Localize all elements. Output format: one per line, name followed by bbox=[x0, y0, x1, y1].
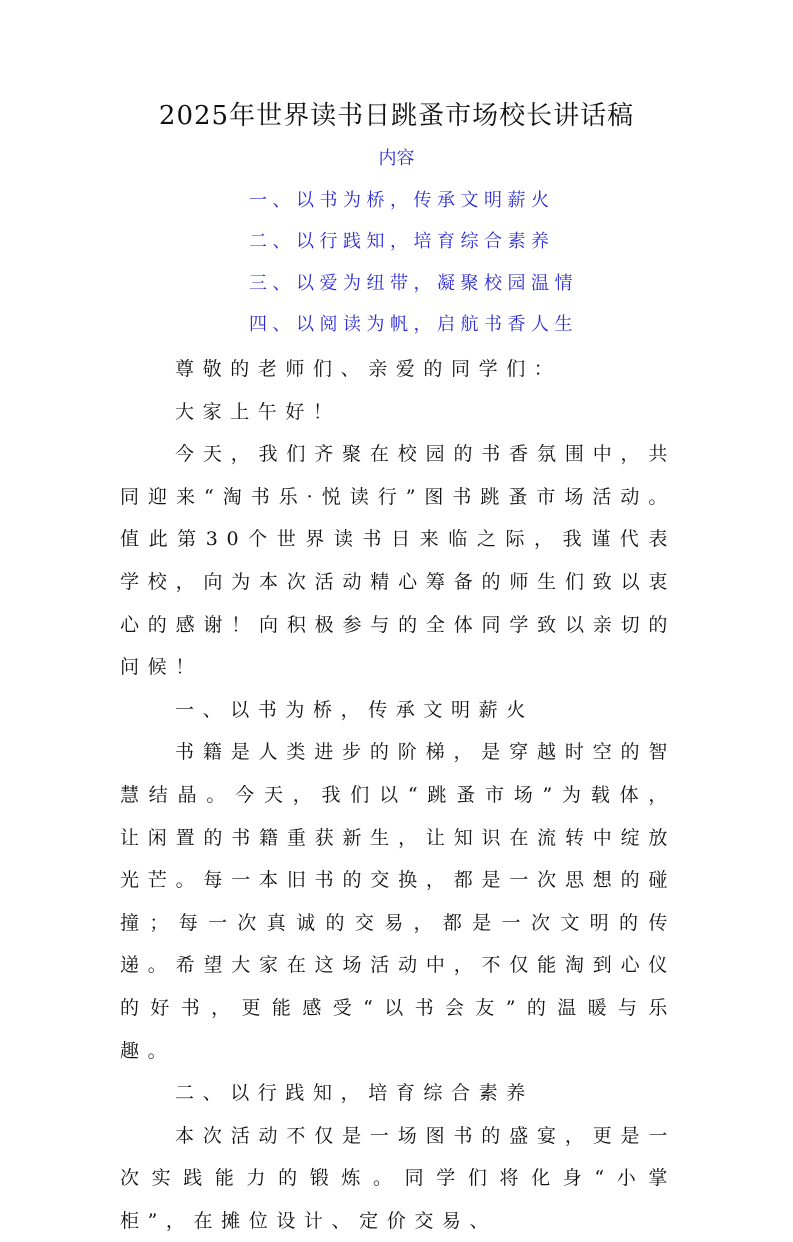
paragraph: 今天，我们齐聚在校园的书香氛围中，共同迎来“淘书乐·悦读行”图书跳蚤市场活动。值此第30个世界读书日来临之际，我谨代表学校，向为本次活动精心筹备的师生们致以衷心的感谢！向积极参与的全体同学致以亲切的问候！ bbox=[120, 443, 676, 679]
toc-item[interactable]: 一、以书为桥，传承文明薪火 bbox=[249, 190, 555, 211]
speech-body bbox=[120, 348, 676, 1242]
toc-heading: 内容 bbox=[378, 148, 415, 169]
toc-item[interactable]: 二、以行践知，培育综合素养 bbox=[249, 231, 555, 253]
greeting: 大家上午好！ bbox=[175, 400, 341, 423]
document-title: 2025年世界读书日跳蚤市场校长讲话稿 bbox=[158, 101, 635, 131]
paragraph: 本次活动不仅是一场图书的盛宴，更是一次实践能力的锻炼。同学们将化身“小掌柜”，在摊位设计、定价交易、 bbox=[120, 1124, 676, 1232]
table-of-contents bbox=[249, 186, 578, 351]
section-heading: 二、以行践知，培育综合素养 bbox=[175, 1082, 534, 1105]
salutation: 尊敬的老师们、亲爱的同学们： bbox=[175, 358, 562, 380]
paragraph: 书籍是人类进步的阶梯，是穿越时空的智慧结晶。今天，我们以“跳蚤市场”为载体，让闲置的书籍重获新生，让知识在流转中绽放光芒。每一本旧书的交换，都是一次思想的碰撞；每一次真诚的交易，都是一次文明的传递。希望大家在这场活动中，不仅能淘到心仪的好书，更能感受“以书会友”的温暖与乐趣。 bbox=[120, 741, 676, 1062]
toc-item[interactable]: 四、以阅读为帆，启航书香人生 bbox=[249, 313, 578, 335]
toc-item[interactable]: 三、以爱为纽带，凝聚校园温情 bbox=[249, 272, 578, 294]
section-heading: 一、以书为桥，传承文明薪火 bbox=[175, 698, 534, 721]
